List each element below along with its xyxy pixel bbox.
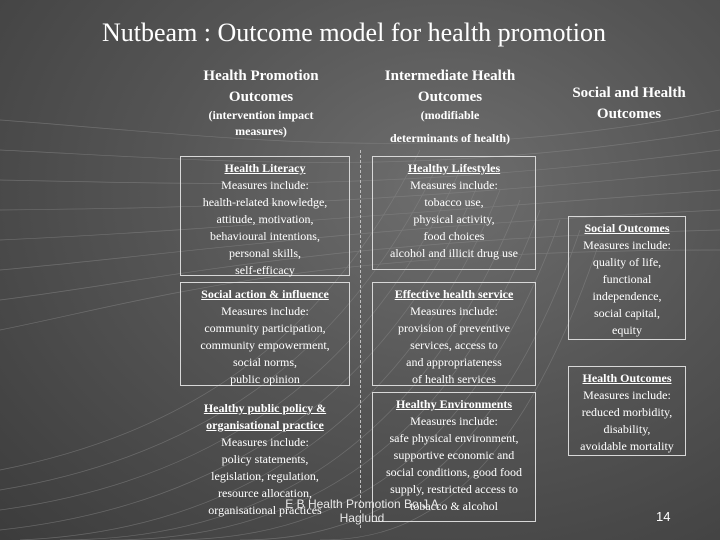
box-line: quality of life, — [592, 255, 662, 269]
box-line: community empowerment, — [200, 338, 330, 352]
box-line: health-related knowledge, — [202, 195, 328, 209]
box-line: functional — [602, 272, 652, 286]
box-line: Measures include: — [410, 304, 498, 318]
box-line: food choices — [423, 229, 485, 243]
box-line: social norms, — [233, 355, 297, 369]
box-line: and appropriateness — [406, 355, 502, 369]
box-line: Measures include: — [221, 304, 309, 318]
box-title: Health Outcomes — [582, 371, 672, 385]
box-line: reduced morbidity, — [581, 405, 673, 419]
box-health-outcomes — [568, 366, 686, 456]
box-line: equity — [612, 323, 642, 337]
box-line: safe physical environment, — [389, 431, 519, 445]
footer-line-2: Haglund — [339, 511, 385, 525]
box-line: supportive economic and — [393, 448, 515, 462]
box-title: Effective health service — [394, 287, 514, 301]
box-line: of health services — [412, 372, 496, 386]
box-title: Healthy Lifestyles — [407, 161, 501, 175]
column-heading-social-health: Social and Health Outcomes — [572, 85, 686, 122]
box-line: Measures include: — [410, 414, 498, 428]
column-heading-intermediate: Intermediate Health Outcomes — [384, 68, 516, 105]
box-line: policy statements, — [221, 452, 309, 466]
box-line: personal skills, — [229, 246, 301, 260]
box-line: organisational practices — [208, 503, 322, 517]
box-title: Social Outcomes — [584, 221, 670, 235]
box-title: Social action & influence — [201, 287, 329, 301]
box-effective-health-service — [372, 282, 536, 386]
box-title: Healthy public policy & — [203, 401, 327, 415]
box-line: resource allocation, — [218, 486, 312, 500]
box-line: alcohol and illicit drug use — [390, 246, 518, 260]
box-title: Health Literacy — [224, 161, 306, 175]
box-line: disability, — [603, 422, 651, 436]
box-line: independence, — [592, 289, 662, 303]
box-line: supply, restricted access to — [390, 482, 518, 496]
box-line-partial: tobacco & alcohol — [410, 499, 498, 513]
box-line: Measures include: — [583, 238, 671, 252]
slide-footer — [262, 497, 462, 525]
box-line: community participation, — [204, 321, 326, 335]
box-line: Measures include: — [221, 435, 309, 449]
box-line: social capital, — [594, 306, 660, 320]
slide-title: Nutbeam : Outcome model for health promotion — [102, 18, 606, 47]
box-healthy-lifestyles — [372, 156, 536, 270]
column-subheading-modifiable-1: (modifiable — [420, 108, 480, 122]
column-divider — [360, 150, 361, 528]
box-line: physical activity, — [413, 212, 495, 226]
box-social-action — [180, 282, 350, 386]
box-line: behavioural intentions, — [210, 229, 320, 243]
box-line: attitude, motivation, — [216, 212, 314, 226]
box-line: services, access to — [410, 338, 498, 352]
page-number: 14 — [656, 509, 671, 524]
box-title: Healthy Environments — [395, 397, 513, 411]
box-social-outcomes — [568, 216, 686, 340]
column-subheading-intervention: (intervention impact measures) — [208, 108, 314, 138]
box-line: Measures include: — [410, 178, 498, 192]
column-heading-health-promotion: Health Promotion Outcomes — [203, 68, 319, 105]
box-line: provision of preventive — [398, 321, 510, 335]
box-line: avoidable mortality — [580, 439, 674, 453]
box-title: organisational practice — [206, 418, 324, 432]
box-health-literacy — [180, 156, 350, 276]
box-line: tobacco use, — [424, 195, 484, 209]
column-subheading-modifiable-2: determinants of health) — [390, 131, 510, 145]
footer-line-1: E B Health Promotion Bo J A — [285, 497, 439, 511]
box-line: legislation, regulation, — [211, 469, 319, 483]
box-line: self-efficacy — [235, 263, 295, 277]
box-line: social conditions, good food — [386, 465, 522, 479]
box-line: public opinion — [230, 372, 300, 386]
box-line: Measures include: — [221, 178, 309, 192]
box-line: Measures include: — [583, 388, 671, 402]
